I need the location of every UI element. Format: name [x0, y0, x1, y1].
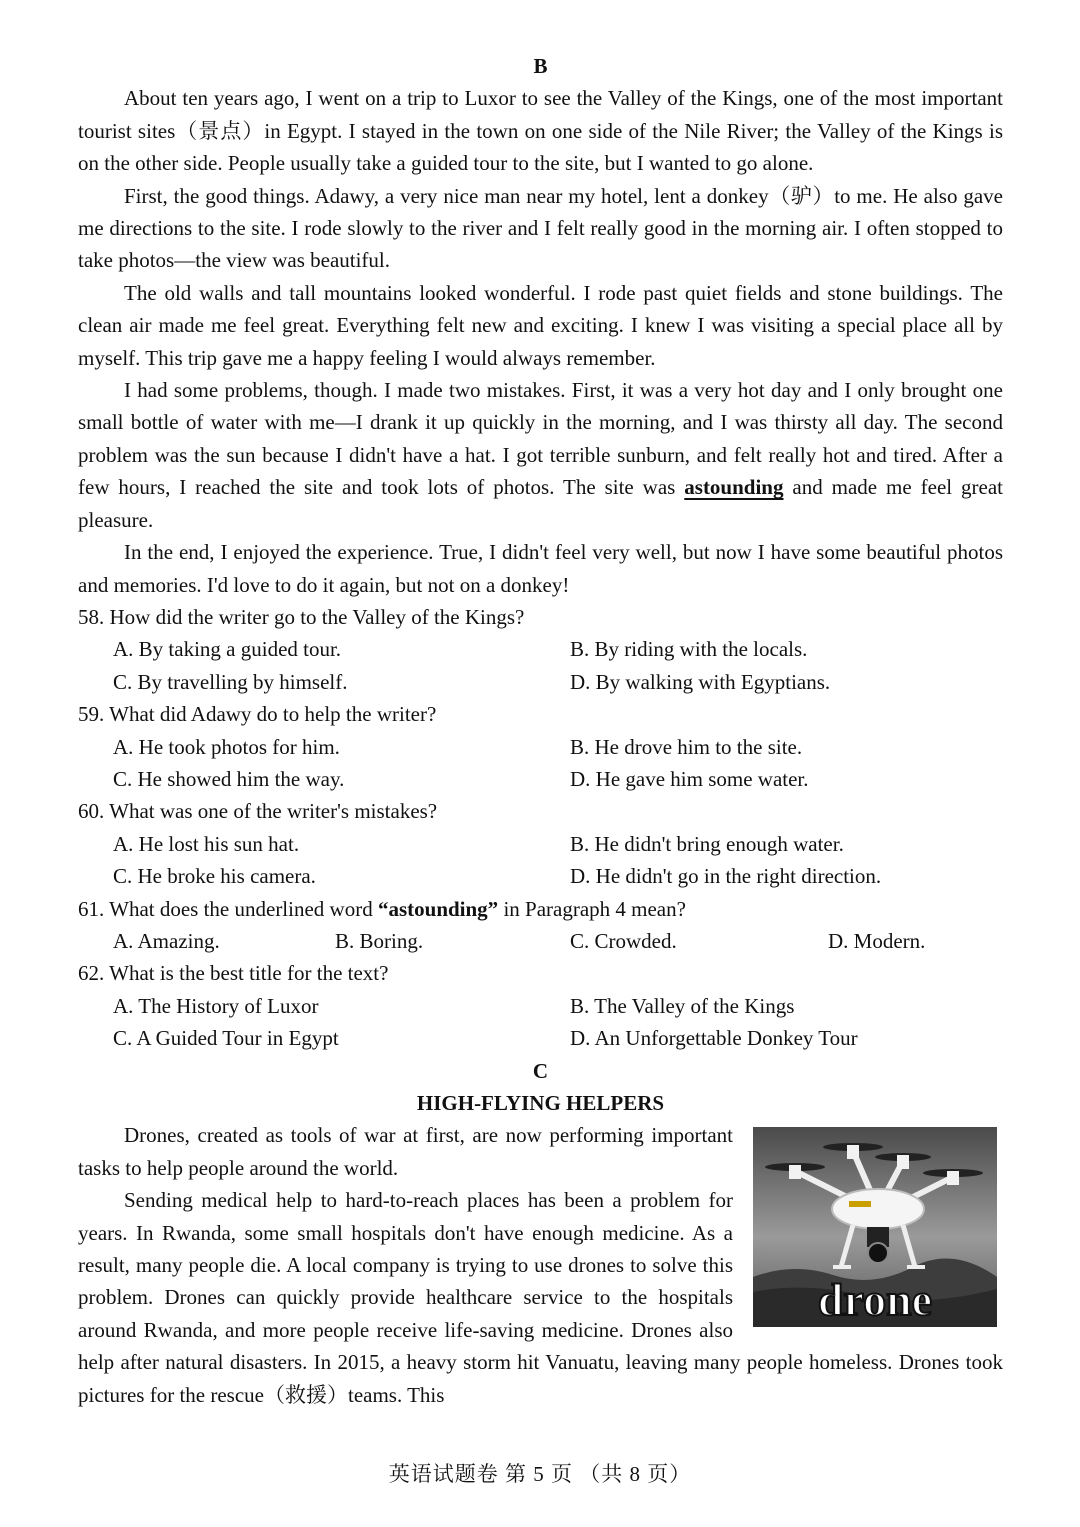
section-c-heading: C: [532, 1058, 549, 1083]
question-61-options: [78, 925, 1003, 957]
paragraph-4-text-before: I had some problems, though. I made two mistakes. First, it was a very hot day and I only brought one small bottle of water with me—I drank it up quickly in the morning, and I was thirsty all day. The second problem was the sun because I didn't have a hat. I got terrible sunburn, and felt really hot and tired. After a few hours, I reached the site and took lots of photos. The site was: [78, 378, 1003, 500]
option-a: A. Amazing.: [113, 928, 220, 953]
page-content: [78, 50, 1003, 1411]
passage-c-title: HIGH-FLYING HELPERS: [416, 1091, 665, 1115]
underlined-word: astounding: [684, 475, 784, 500]
option-b: B. The Valley of the Kings: [570, 993, 795, 1018]
option-a: A. He took photos for him.: [113, 734, 340, 759]
passage-c-paragraph-1: Drones, created as tools of war at first, are now performing important tasks to help people around the world.: [78, 1123, 733, 1180]
question-60: 60. What was one of the writer's mistakes?: [78, 799, 438, 824]
option-c: C. By travelling by himself.: [113, 669, 348, 694]
option-a: A. He lost his sun hat.: [113, 831, 300, 856]
option-b: B. He drove him to the site.: [570, 734, 803, 759]
question-61-stem-after: in Paragraph 4 mean?: [498, 896, 686, 921]
option-c: C. He broke his camera.: [113, 864, 316, 889]
drone-image: [753, 1127, 997, 1327]
question-62: 62. What is the best title for the text?: [78, 961, 389, 986]
option-b: B. Boring.: [335, 928, 424, 953]
page-footer: 英语试题卷 第 5 页 （共 8 页）: [388, 1462, 692, 1486]
option-b: B. He didn't bring enough water.: [570, 831, 844, 856]
option-d: D. By walking with Egyptians.: [570, 669, 831, 694]
question-61-keyword: “astounding”: [377, 896, 499, 921]
question-62-options: [78, 990, 1003, 1055]
option-c: C. Crowded.: [570, 928, 677, 953]
option-c: C. He showed him the way.: [113, 766, 345, 791]
passage-b-paragraph-3: The old walls and tall mountains looked wonderful. I rode past quiet fields and stone buildings. The clean air made me feel great. Everything felt new and exciting. I knew I was visiting a special place all by myself. This trip gave me a happy feeling I would always remember.: [78, 280, 1003, 370]
option-a: A. By taking a guided tour.: [113, 637, 342, 662]
question-58-options: [78, 633, 1003, 698]
passage-b-paragraph-5: In the end, I enjoyed the experience. True, I didn't feel very well, but now I have some beautiful photos and memories. I'd love to do it again, but not on a donkey!: [78, 540, 1003, 597]
option-d: D. He didn't go in the right direction.: [570, 864, 882, 889]
option-d: D. Modern.: [828, 928, 926, 953]
option-a: A. The History of Luxor: [113, 993, 319, 1018]
section-b-heading: B: [533, 54, 548, 78]
question-61-stem-before: 61. What does the underlined word: [78, 896, 378, 921]
question-61: [78, 893, 1003, 925]
passage-b-paragraph-1: About ten years ago, I went on a trip to Luxor to see the Valley of the Kings, one of the most important tourist sites（景点）in Egypt. I stayed in the town on one side of the Nile River; the Valley of the Kings is on the other side. People usually take a guided tour to the site, but I wanted to go alone.: [78, 86, 1003, 176]
option-d: D. He gave him some water.: [570, 766, 809, 791]
question-59: 59. What did Adawy do to help the writer?: [78, 702, 437, 727]
passage-b-paragraph-2: First, the good things. Adawy, a very nice man near my hotel, lent a donkey（驴）to me. He also gave me directions to the site. I rode slowly to the river and I felt really good in the morning air. I often stopped to take photos—the view was beautiful.: [78, 183, 1003, 273]
question-59-options: [78, 731, 1003, 796]
passage-c-paragraph-2: Sending medical help to hard-to-reach places has been a problem for years. In Rwanda, some small hospitals don't have enough medicine. As a result, many people die. A local company is trying to use drones to solve this problem. Drones can quickly provide healthcare service to the hospitals around Rwanda, and more people receive life-saving medicine. Drones also help after natural disasters. In 2015, a heavy storm hit Vanuatu, leaving many people homeless. Drones took pictures for the rescue（救援）teams. This: [78, 1188, 1003, 1407]
passage-b-paragraph-4: [78, 374, 1003, 536]
paragraph-4-text-after: and made me feel great pleasure.: [78, 475, 1003, 532]
passage-c-body: [78, 1119, 1003, 1411]
question-60-options: [78, 828, 1003, 893]
option-d: D. An Unforgettable Donkey Tour: [570, 1026, 858, 1051]
option-b: B. By riding with the locals.: [570, 637, 808, 662]
drone-label: drone: [817, 1274, 933, 1326]
option-c: C. A Guided Tour in Egypt: [113, 1026, 339, 1051]
question-58: 58. How did the writer go to the Valley of the Kings?: [78, 604, 525, 629]
drone-illustration: [753, 1127, 997, 1327]
